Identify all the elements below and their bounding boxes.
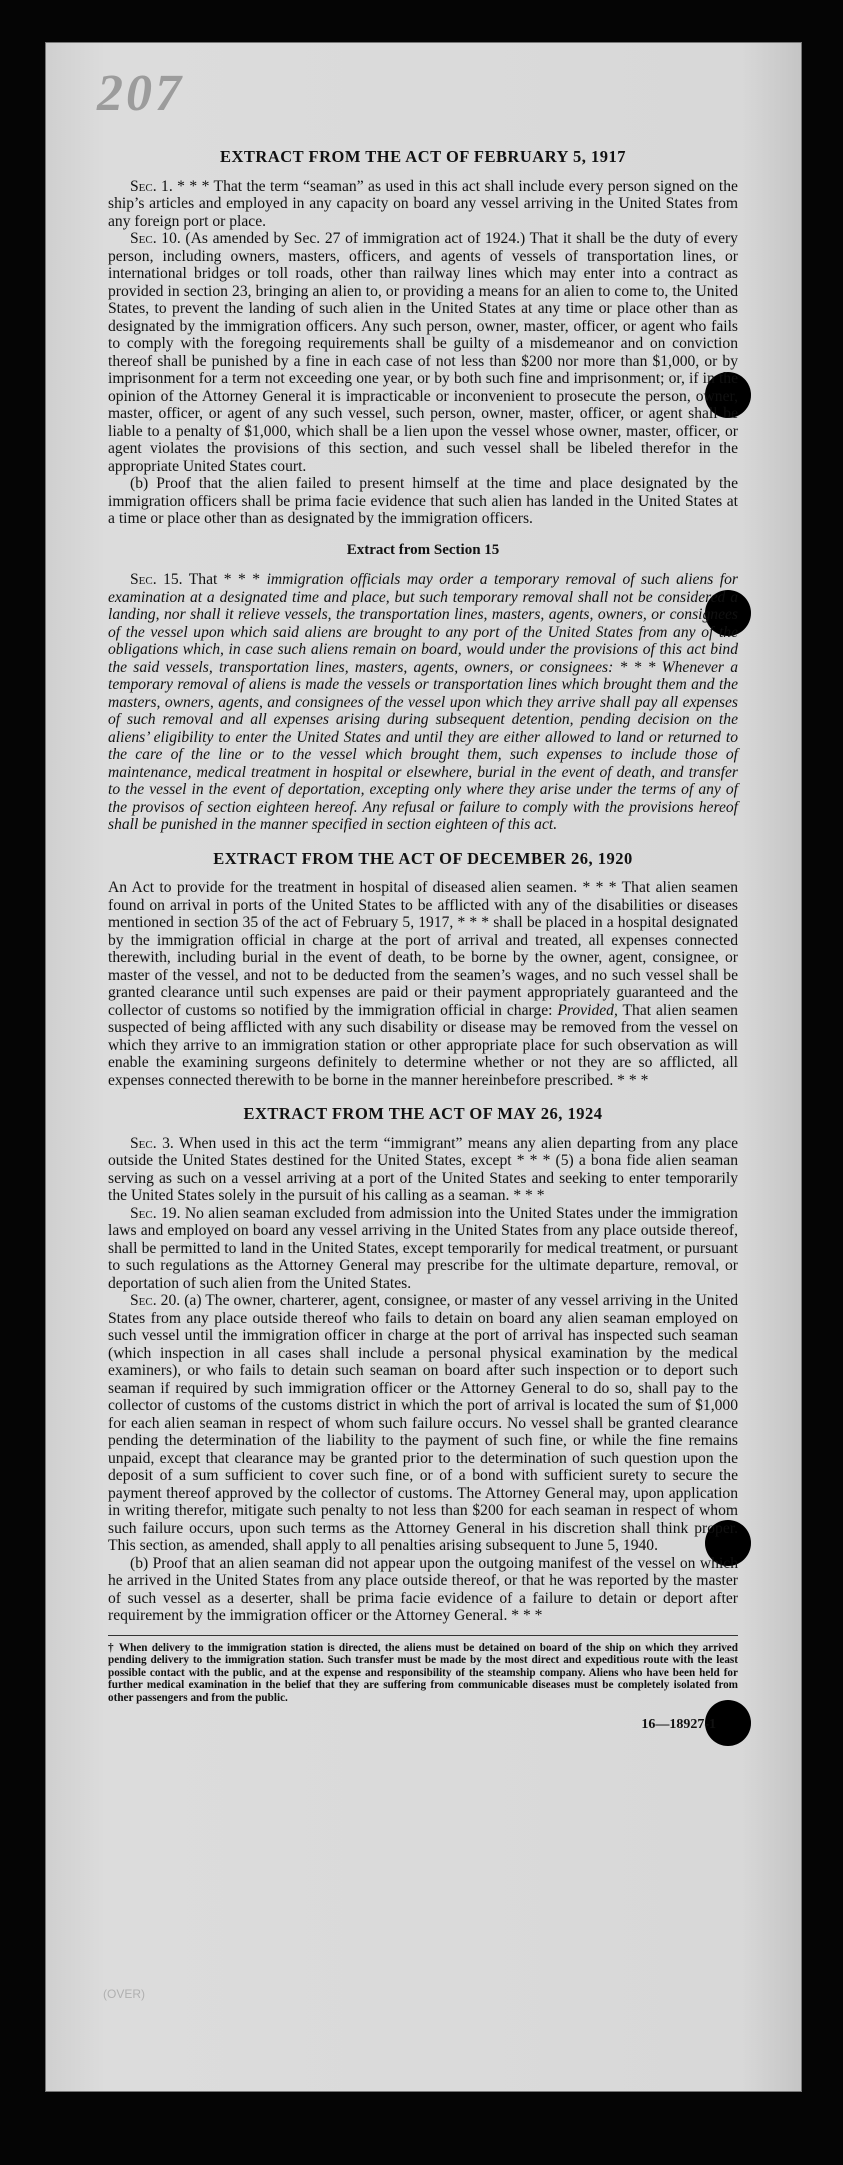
section-label: Sec. 1. <box>130 177 173 195</box>
paragraph <box>108 1292 738 1555</box>
footnote: † When delivery to the immigration station is directed, the aliens must be detained on board of the ship on which they arrived pending delivery to the immigration station. Such transfer must be made by the most direct and expeditious route with the least possible contact with the public, and at the expense and responsibility of the steamship company. Aliens who have been held for further medical examination in the belief that they are suffering from communicable diseases must be completely isolated from other passengers and from the public. <box>108 1641 738 1704</box>
section-label: Sec. 10. <box>130 230 181 247</box>
paragraph-text: That * * * <box>182 571 267 588</box>
section-heading: EXTRACT FROM THE ACT OF MAY 26, 1924 <box>243 1104 603 1123</box>
section-heading: EXTRACT FROM THE ACT OF FEBRUARY 5, 1917 <box>220 147 626 166</box>
paragraph-text: When used in this act the term “immigrant” means any alien departing from any place outside the United States destined for the United States, except * * * (5) a bona fide alien seaman serving as such on a vessel arriving at a port of the United States and seeking to enter temporarily the United States solely in the pursuit of his calling as a seaman. * * * <box>108 1134 738 1204</box>
paragraph: (b) Proof that the alien failed to present himself at the time and place designated by the immigration officers shall be prima facie evidence that such alien has landed in the United States at a time or place other than as designated by the immigration officers. <box>108 475 738 527</box>
paragraph-text: * * * That the term “seaman” as used in this act shall include every person signed on the ship’s articles and employed in any capacity on board any vessel arriving in the United States from any foreign port or place. <box>108 177 738 230</box>
paragraph-text: An Act to provide for the treatment in hospital of diseased alien seamen. * * * That alien seamen found on arrival in ports of the United States to be afflicted with any of the disabilities or diseases mentioned in section 35 of the act of February 5, 1917, * * * shall be placed in a hospital designated by the immigration official in charge at the port of arrival and treated, all expenses connected therewith, including burial in the event of death, to be borne by the owner, agent, consignee, or master of the vessel, and not to be deducted from the seamen’s wages, and no such vessel shall be granted clearance until such expenses are paid or their payment appropriately guaranteed and the collector of customs so notified by the immigration official in charge: <box>108 879 738 1019</box>
paragraph: (b) Proof that an alien seaman did not appear upon the outgoing manifest of the vessel on which he arrived in the United States from any place outside thereof, or that he was reported by the master of such vessel as a deserter, shall be prima facie evidence of a failure to detain or deport after requirement by the immigration officer or the Attorney General. * * * <box>108 1554 738 1624</box>
section-label: Sec. 19. <box>130 1204 181 1222</box>
section-heading: EXTRACT FROM THE ACT OF DECEMBER 26, 1920 <box>213 848 633 868</box>
paragraph <box>108 1205 738 1293</box>
paragraph <box>108 1135 738 1205</box>
form-number: 16—18927-1 <box>641 1717 716 1732</box>
paragraph-text: (As amended by Sec. 27 of immigration act of 1924.) That it shall be the duty of every person, including owners, masters, officers, and agents of vessels of transportation lines, or international bridges or toll roads, other than railway lines which may enter into a contract as provided in section 23, bringing an alien to, or providing a means for an alien to come to, the United States, to prevent the landing of such alien in the United States at any time or place other than as designated by the immigration officers. Any such person, owner, master, officer, or agent who fails to comply with the foregoing requirements shall be guilty of a misdemeanor and on conviction thereof shall be punished by a fine in each case of not less than $200 nor more than $1,000, or by imprisonment for a term not exceeding one year, or by both such fine and imprisonment; or, if in the opinion of the Attorney General it is impracticable or inconvenient to prosecute the person, owner, master, officer, or agent of any such vessel, such person, owner, master, officer, or agent shall be liable to a penalty of $1,000, which shall be a lien upon the vessel whose owner, master, officer, or agent violates the provisions of this section, and such vessel shall be libeled therefor in the appropriate United States court. <box>108 230 738 475</box>
bleedthrough-text: (OVER) <box>103 1987 145 2001</box>
paragraph <box>108 571 738 834</box>
paragraph-text: (a) The owner, charterer, agent, consignee, or master of any vessel arriving in the United States from any place outside thereof who fails to detain on board any alien seaman employed on such vessel until the immigration officer in charge at the port of arrival has inspected such seaman (which inspection in all cases shall include a personal physical examination by the medical examiners), or who fails to detain such seaman on board after such inspection or to deport such seaman if required by such immigration officer or the Attorney General to do so, shall pay to the collector of customs of the customs district in which the port of arrival is located the sum of $1,000 for each alien seaman in respect of whom such failure occurs. No vessel shall be granted clearance pending the determination of the liability to the payment of such fine, or while the fine remains unpaid, except that clearance may be granted prior to the determination of such question upon the deposit of a sum sufficient to cover such fine, or of a bond with sufficient surety to secure the payment thereof approved by the collector of customs. The Attorney General may, upon application in writing therefor, mitigate such penalty to not less than $200 for each seaman in respect of whom such failure occurs, upon such terms as the Attorney General in his discretion shall think proper. This section, as amended, shall apply to all penalties arising subsequent to June 5, 1940. <box>108 1292 738 1554</box>
paragraph <box>108 230 738 475</box>
section-label: Sec. 15. <box>130 571 183 588</box>
document-body <box>108 138 738 1734</box>
proviso-label: Provided, <box>557 1001 618 1019</box>
page-number-stamp: 207 <box>97 65 184 122</box>
paragraph <box>108 879 738 1089</box>
subsection-heading: Extract from Section 15 <box>346 541 500 558</box>
section-label: Sec. 20. <box>130 1292 181 1309</box>
paragraph-text: No alien seaman excluded from admission into the United States under the immigration laws and employed on board any vessel arriving in the United States from any place outside thereof, shall be permitted to land in the United States, except temporarily for medical treatment, or pursuant to such regulations as the Attorney General may prescribe for the ultimate departure, removal, or deportation of such alien from the United States. <box>108 1204 738 1292</box>
paragraph-italic-text: immigration officials may order a temporary removal of such aliens for examination at a designated time and place, but such temporary removal shall not be considered a landing, nor shall it relieve vessels, the transportation lines, masters, agents, owners, or consignees of the vessel upon which said aliens are brought to any port of the United States from any of the obligations which, in case such aliens remain on board, would under the provisions of this act bind the said vessels, transportation lines, masters, agents, owners, or consignees: * * * Whenever a temporary removal of aliens is made the vessels or transportation lines which brought them and the masters, owners, agents, and consignees of the vessel upon which they arrive shall pay all expenses of such removal and all expenses arising during subsequent detention, pending decision on the aliens’ eligibility to enter the United States and until they are either allowed to land or returned to the care of the line or to the vessel which brought them, such expenses to include those of maintenance, medical treatment in hospital or elsewhere, burial in the event of death, and transfer to the vessel in the event of deportation, excepting only where they arise under the terms of any of the provisos of section eighteen hereof. Any refusal or failure to comply with the provisions hereof shall be punished in the manner specified in section eighteen of this act. <box>108 571 738 833</box>
section-label: Sec. 3. <box>130 1134 174 1152</box>
paragraph-text: That alien seamen suspected of being afflicted with any such disability or disease may be removed from the vessel on which they arrive to an immigration station or other appropriate place for such observation as will enable the examining surgeons definitely to determine whether or not they are so afflicted, all expenses connected therewith to be borne in the manner hereinbefore prescribed. * * * <box>108 1001 738 1089</box>
paragraph <box>108 178 738 231</box>
divider <box>108 1635 738 1636</box>
